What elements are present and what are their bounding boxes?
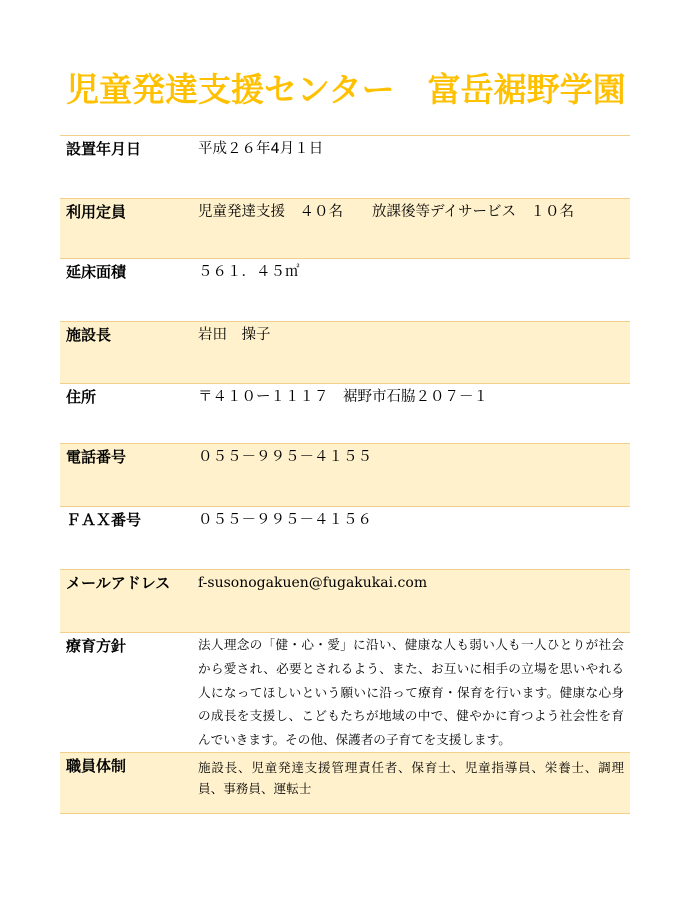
info-row-phone [60, 443, 630, 506]
facility-info-table [60, 135, 630, 814]
row-label: 療育方針 [66, 637, 127, 655]
info-row-director [60, 321, 630, 383]
info-row-staff [60, 752, 630, 814]
row-label: 住所 [66, 388, 97, 406]
row-label: 職員体制 [66, 757, 127, 775]
row-value: 施設長、児童発達支援管理責任者、保育士、児童指導員、栄養士、調理員、事務員、運転士 [198, 760, 624, 796]
info-row-address [60, 383, 630, 443]
row-value: f-susonogakuen@fugakukai.com [198, 575, 428, 591]
info-row-policy [60, 632, 630, 752]
info-row-capacity [60, 198, 630, 258]
row-value: 児童発達支援 ４０名 放課後等デイサービス １０名 [198, 204, 574, 220]
info-row-floor-area [60, 258, 630, 321]
row-label: 設置年月日 [66, 140, 142, 158]
row-value: 法人理念の「健・心・愛」に沿い、健康な人も弱い人も一人ひとりが社会から愛され、必要とされるよう、また、お互いに相手の立場を思いやれる人になってほしいという願いに沿って療育・保育を行います。健康な心身の成長を支援し、こどもたちが地域の中で、健やかに育つよう社会性を育んでいきます。その他、保護者の子育てを支援します。 [198, 637, 624, 748]
row-value: ５６１．４５㎡ [198, 264, 300, 280]
row-label: 電話番号 [66, 448, 127, 466]
info-row-fax [60, 506, 630, 569]
row-value: 岩田 操子 [198, 327, 271, 343]
info-row-established [60, 135, 630, 198]
row-value: 平成２６年4月１日 [198, 141, 324, 157]
row-value: ０５５－９９５－４１５５ [198, 449, 372, 465]
page-title: 児童発達支援センター 富岳裾野学園 [66, 70, 626, 109]
row-label: 延床面積 [66, 263, 127, 281]
row-label: メールアドレス [66, 574, 171, 592]
info-row-email [60, 569, 630, 632]
row-label: ＦＡＸ番号 [66, 511, 142, 529]
row-label: 利用定員 [66, 203, 127, 221]
row-value: 〒４１０ー１１１７ 裾野市石脇２０７－１ [198, 389, 488, 405]
row-value: ０５５－９９５－４１５６ [198, 512, 372, 528]
row-label: 施設長 [66, 326, 112, 344]
